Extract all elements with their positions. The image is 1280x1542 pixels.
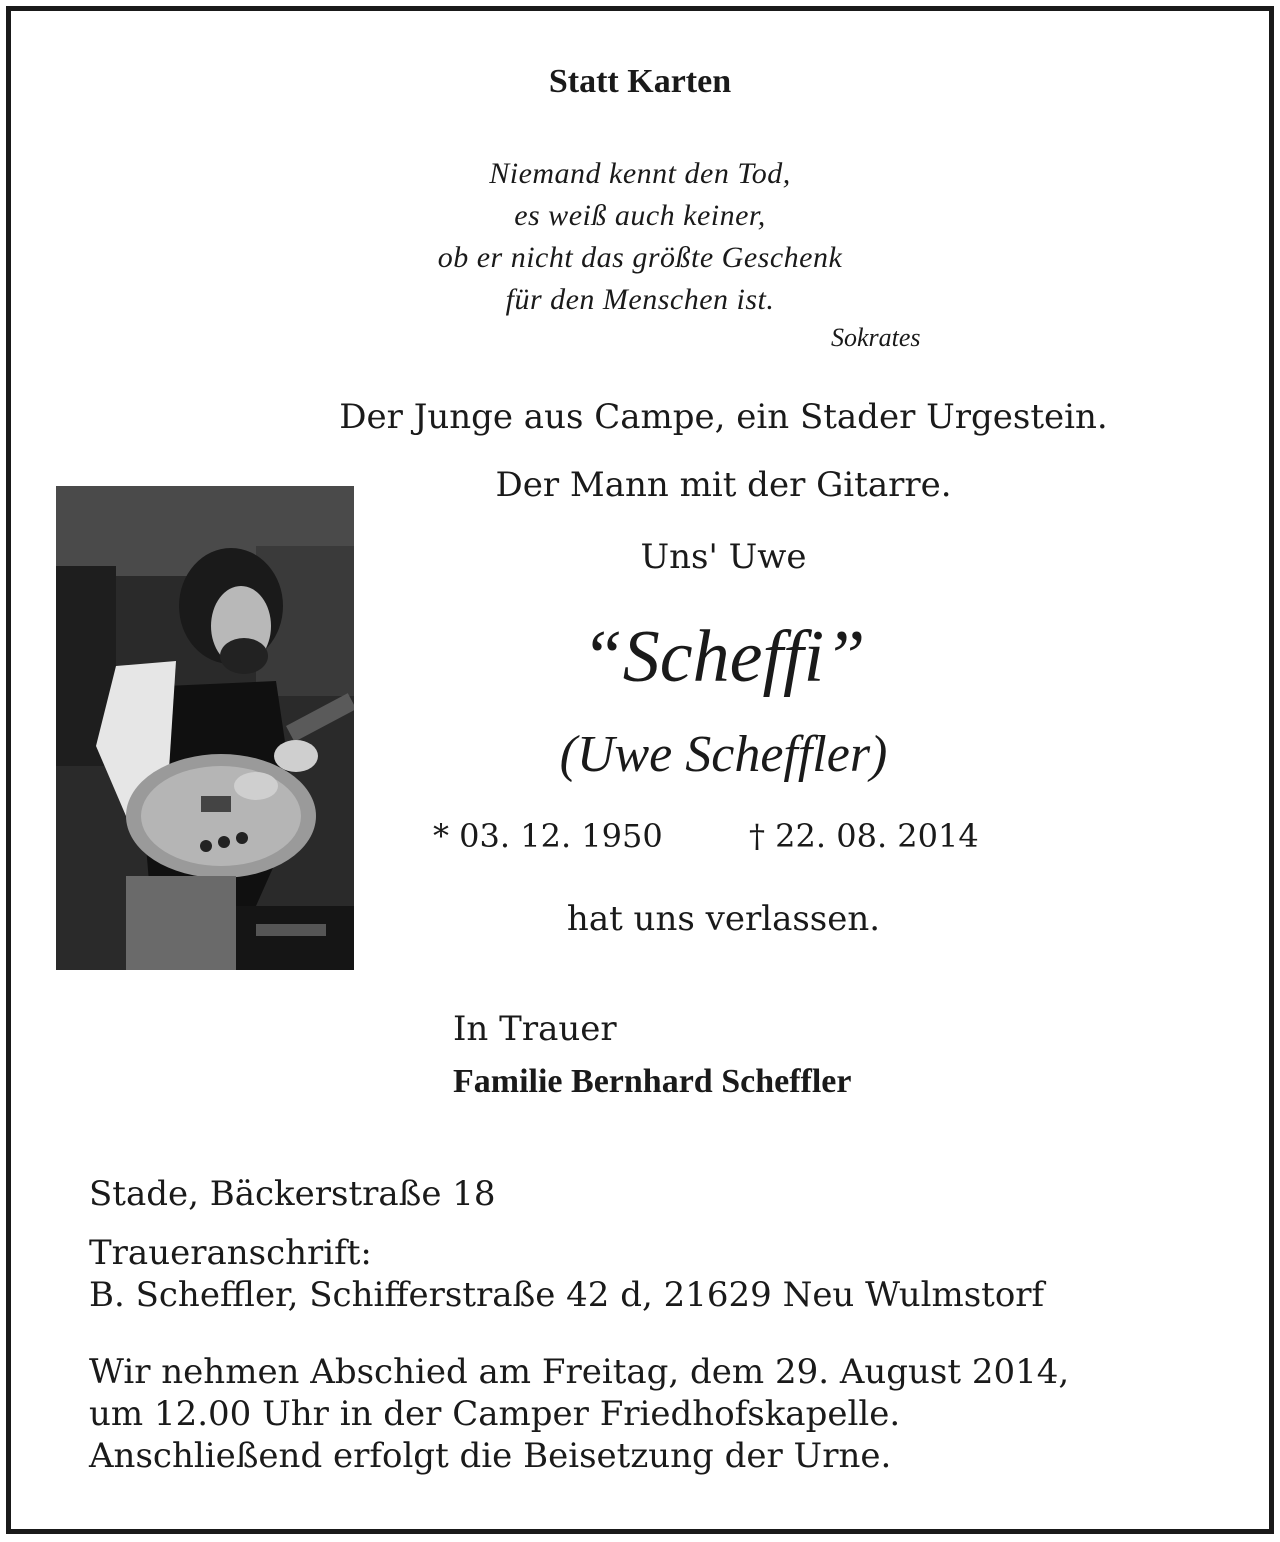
service-line: Wir nehmen Abschied am Freitag, dem 29. August 2014, [89, 1352, 1070, 1392]
mourning-address: B. Scheffler, Schifferstraße 42 d, 21629 Neu Wulmstorf [89, 1275, 1045, 1315]
mourners-label: In Trauer [453, 1009, 617, 1049]
birth-date: * 03. 12. 1950 [433, 817, 663, 855]
passing-message: hat uns verlassen. [566, 899, 881, 939]
obituary-notice [6, 6, 1274, 1534]
intro-line-3: Uns' Uwe [640, 537, 807, 577]
quote-author: Sokrates [831, 323, 921, 352]
quote-line: Niemand kennt den Tod, [489, 157, 791, 190]
intro-line-1: Der Junge aus Campe, ein Stader Urgestein. [339, 397, 1108, 437]
mourning-address-label: Traueranschrift: [89, 1233, 372, 1273]
death-date: † 22. 08. 2014 [749, 817, 979, 855]
service-line: Anschließend erfolgt die Beisetzung der Urne. [89, 1436, 892, 1476]
residence-address: Stade, Bäckerstraße 18 [89, 1174, 496, 1214]
mourners-family: Familie Bernhard Scheffler [453, 1063, 852, 1100]
intro-line-2: Der Mann mit der Gitarre. [495, 465, 952, 505]
quote-line: ob er nicht das größte Geschenk [437, 241, 843, 274]
quote-block [11, 153, 1269, 321]
header-title: Statt Karten [548, 63, 732, 100]
deceased-nickname: “Scheffi” [581, 616, 866, 698]
deceased-full-name: (Uwe Scheffler) [559, 726, 888, 783]
service-info [89, 1351, 1069, 1477]
quote-line: es weiß auch keiner, [514, 199, 766, 232]
service-line: um 12.00 Uhr in der Camper Friedhofskapelle. [89, 1394, 901, 1434]
quote-line: für den Menschen ist. [505, 283, 775, 316]
